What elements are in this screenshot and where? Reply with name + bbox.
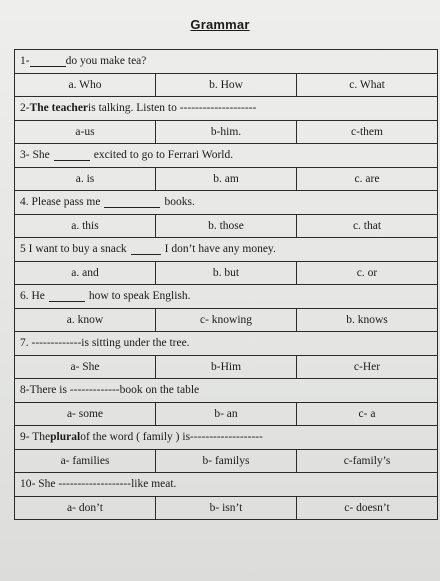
options-row	[14, 356, 438, 380]
question-text-post: books.	[164, 196, 195, 209]
option-c[interactable]: c- a	[358, 407, 376, 420]
option-a[interactable]: a. is	[15, 168, 156, 191]
answer-blank	[49, 291, 85, 302]
option-b[interactable]: b. am	[156, 168, 297, 191]
question-row	[14, 97, 438, 121]
option-c[interactable]: c. or	[356, 266, 378, 279]
answer-blank	[30, 56, 66, 67]
question-row	[14, 473, 438, 497]
option-c[interactable]: c-family’s	[343, 454, 391, 467]
option-a[interactable]: a- She	[15, 356, 156, 379]
option-a[interactable]: a- some	[15, 403, 156, 426]
option-b[interactable]: b. those	[156, 215, 297, 238]
question-text-bold: The teacher	[29, 102, 89, 115]
question-text: 7. -------------is sitting under the tree.	[20, 337, 190, 350]
option-b[interactable]: b-Him	[156, 356, 297, 379]
options-row	[14, 450, 438, 474]
option-b[interactable]: b- familys	[156, 450, 297, 473]
question-row	[14, 191, 438, 215]
option-c[interactable]: c- knowing	[156, 309, 297, 332]
options-row	[14, 74, 438, 98]
option-a[interactable]: a. and	[15, 262, 156, 285]
question-text-pre: 5 I want to buy a snack	[20, 243, 127, 256]
option-a[interactable]: a- don’t	[15, 497, 156, 520]
options-row	[14, 215, 438, 239]
options-row	[14, 168, 438, 192]
question-text-pre: 9- The	[20, 431, 51, 444]
options-row	[14, 121, 438, 145]
question-text-post: of the word ( family ) is-------------------	[80, 431, 263, 444]
option-a[interactable]: a. this	[15, 215, 156, 238]
question-text-bold: plural	[50, 431, 81, 444]
option-b[interactable]: b- an	[156, 403, 297, 426]
option-c[interactable]: c-them	[351, 125, 383, 138]
option-c[interactable]: c. are	[354, 172, 380, 185]
question-row	[14, 238, 438, 262]
option-a[interactable]: a. Who	[15, 74, 156, 97]
question-row	[14, 332, 438, 356]
question-text: 8-There is -------------book on the table	[20, 384, 200, 397]
page-title: Grammar	[190, 17, 250, 32]
options-row	[14, 497, 438, 521]
option-c[interactable]: c. What	[349, 78, 385, 91]
option-b[interactable]: b. knows	[346, 313, 388, 326]
question-text-pre: 4. Please pass me	[20, 196, 101, 209]
option-b[interactable]: b. but	[156, 262, 297, 285]
answer-blank	[131, 244, 161, 255]
question-text-post: is talking. Listen to --------------------	[88, 102, 257, 115]
question-table	[14, 49, 438, 520]
option-c[interactable]: c-Her	[353, 360, 381, 373]
question-row	[14, 426, 438, 450]
question-row	[14, 50, 438, 74]
question-text-post: do you make tea?	[65, 55, 147, 68]
question-text-post: excited to go to Ferrari World.	[93, 149, 234, 162]
question-row	[14, 285, 438, 309]
option-a[interactable]: a. know	[15, 309, 156, 332]
option-b[interactable]: b-him.	[156, 121, 297, 144]
options-row	[14, 403, 438, 427]
option-c[interactable]: c. that	[352, 219, 382, 232]
option-b[interactable]: b. How	[156, 74, 297, 97]
option-a[interactable]: a-us	[15, 121, 156, 144]
question-text-post: I don’t have any money.	[164, 243, 276, 256]
question-text-post: how to speak English.	[88, 290, 191, 303]
option-a[interactable]: a- families	[15, 450, 156, 473]
question-text-pre: 2-	[20, 102, 30, 115]
question-row	[14, 379, 438, 403]
question-text-pre: 1-	[20, 55, 30, 68]
option-b[interactable]: b- isn’t	[156, 497, 297, 520]
question-text-pre: 3- She	[20, 149, 50, 162]
answer-blank	[104, 197, 160, 208]
question-text: 10- She -------------------like meat.	[20, 478, 177, 491]
options-row	[14, 309, 438, 333]
option-c[interactable]: c- doesn’t	[344, 501, 390, 514]
question-text-pre: 6. He	[20, 290, 45, 303]
answer-blank	[54, 150, 90, 161]
question-row	[14, 144, 438, 168]
options-row	[14, 262, 438, 286]
